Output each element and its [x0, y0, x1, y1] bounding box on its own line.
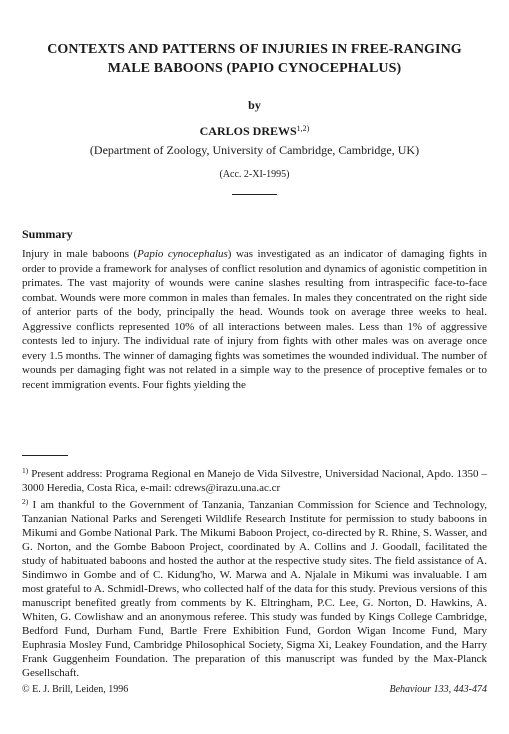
author [22, 124, 487, 139]
author-superscript: 1,2) [296, 124, 310, 133]
author-name: CARLOS DREWS [199, 124, 297, 138]
footnote-divider [22, 455, 68, 456]
accession-date: (Acc. 2-XI-1995) [219, 169, 290, 180]
footnotes [22, 464, 487, 680]
title-line-1: CONTEXTS AND PATTERNS OF INJURIES IN FREE-RANGING [47, 42, 462, 57]
summary-text-part1: Injury in male baboons ( [22, 248, 138, 260]
footnote-1 [22, 464, 487, 495]
footnote-marker: 2) [22, 497, 29, 506]
footnote-marker: 1) [22, 466, 29, 475]
species-name: Papio cynocephalus [137, 248, 228, 260]
title-divider [232, 194, 277, 195]
footnote-text: Present address: Programa Regional en Manejo de Vida Silvestre, Universidad Nacional, Apdo. 1350 – 3000 Heredia, Costa Rica, e-mail: cdrews@irazu.una.ac.cr [22, 468, 487, 494]
summary-text [22, 247, 487, 392]
copyright-notice: © E. J. Brill, Leiden, 1996 [22, 684, 129, 695]
affiliation: (Department of Zoology, University of Cambridge, Cambridge, UK) [89, 143, 420, 157]
summary-text-part2: ) was investigated as an indicator of damaging fights in order to provide a framework for analyses of conflict resolution and dynamics of agonistic competition in primates. The vast majority of wounds were canine slashes resulting from intraspecific face-to-face combat. Wounds were more common in males than females. In males they concentrated on the right side of anterior parts of the body, principally the head. Wounds took on average three weeks to heal. Aggressive conflicts represented 10% of all interactions between males. Less than 1% of aggressive contests led to injury. The individual rate of injury from fights with other males was on average once every 1.5 months. The winner of damaging fights was sometimes the wounded individual. The number of wounds per damaging fight was not related in a simple way to the presence of proceptive females or to recent immigration events. Four fights yielding the [22, 248, 487, 391]
footnote-2 [22, 495, 487, 680]
summary-heading: Summary [22, 227, 73, 241]
by-line: by [248, 98, 261, 112]
title-line-2: MALE BABOONS (PAPIO CYNOCEPHALUS) [107, 61, 402, 76]
journal-citation: Behaviour 133, 443-474 [389, 684, 487, 695]
footnote-text: I am thankful to the Government of Tanzania, Tanzanian Commission for Science and Technology, Tanzanian National Parks and Serengeti Wildlife Research Institute for permission to study baboons in Mikumi and Gombe National Park. The Mikumi Baboon Project, co-directed by R. Rhine, S. Wasser, and G. Norton, and the Gombe Baboon Project, coordinated by A. Collins and J. Goodall, facilitated the study of habituated baboons and hosted the author at the respective study sites. The field assistance of A. Sindimwo in Gombe and of C. Kidung'ho, W. Marwa and A. Njalale in Mikumi was invaluable. I am most grateful to A. Schmidl-Drews, who collected half of the data for this study. Previous versions of this manuscript benefited greatly from comments by K. Eltringham, P.C. Lee, G. Norton, D. Hawkins, A. Whiten, G. Cowlishaw and an anonymous referee. This study was funded by Kings College Cambridge, Bedford Fund, Durham Fund, Bartle Frere Exhibition Fund, Gordon Wigan Income Fund, Mary Euphrasia Mosley Fund, Cambridge Philosophical Society, Sigma Xi, Leakey Foundation, and the Harry Frank Guggenheim Foundation. The preparation of this manuscript was funded by the Max-Planck Gesellschaft. [22, 499, 487, 679]
paper-title [22, 40, 487, 78]
